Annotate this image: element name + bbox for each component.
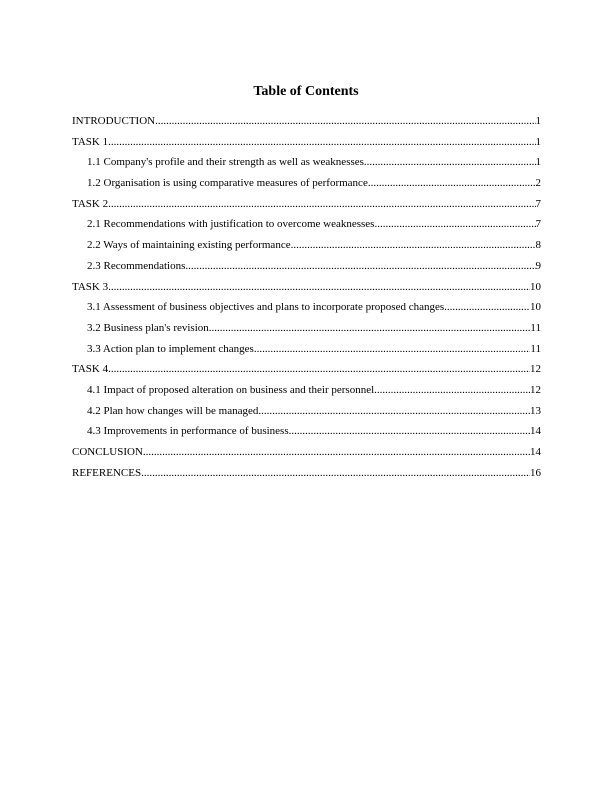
toc-entry-3-3[interactable] <box>72 339 541 360</box>
toc-entry-3-2[interactable] <box>72 318 541 339</box>
toc-entry-page-number: 9 <box>535 259 541 272</box>
toc-entry-4-2[interactable] <box>72 401 541 422</box>
toc-dot-leader <box>185 256 535 277</box>
toc-entry-label: 1.2 Organisation is using comparative measures of performance <box>87 177 368 190</box>
toc-entry-page-number: 8 <box>535 239 541 252</box>
toc-entry-page-number: 1 <box>535 156 541 169</box>
toc-entry-page-number: 2 <box>535 177 541 190</box>
toc-list <box>72 111 541 483</box>
toc-entry-task-2[interactable] <box>72 194 541 215</box>
toc-entry-label: INTRODUCTION <box>72 115 156 127</box>
toc-entry-label: 3.1 Assessment of business objectives and plans to incorporate proposed changes <box>87 301 445 314</box>
toc-entry-task-4[interactable] <box>72 359 541 380</box>
toc-entry-1-1[interactable] <box>72 152 541 173</box>
toc-entry-label: CONCLUSION <box>72 446 143 458</box>
toc-entry-label: 2.3 Recommendations <box>87 259 186 272</box>
toc-entry-label: 2.2 Ways of maintaining existing performance <box>87 239 291 252</box>
toc-entry-label: 4.1 Impact of proposed alteration on business and their personnel <box>87 383 375 396</box>
toc-dot-leader <box>368 173 536 194</box>
toc-entry-page-number: 10 <box>530 301 541 314</box>
toc-entry-page-number: 11 <box>530 342 541 355</box>
toc-dot-leader <box>108 132 535 153</box>
toc-entry-3-1[interactable] <box>72 297 541 318</box>
toc-entry-page-number: 1 <box>535 115 541 127</box>
toc-entry-introduction[interactable] <box>72 111 541 132</box>
toc-title: Table of Contents <box>253 84 359 99</box>
toc-entry-page-number: 10 <box>530 280 541 293</box>
toc-dot-leader <box>374 214 535 235</box>
toc-entry-references[interactable] <box>72 463 541 484</box>
toc-entry-page-number: 7 <box>535 197 541 210</box>
toc-dot-leader <box>209 318 531 339</box>
toc-entry-page-number: 1 <box>535 135 541 148</box>
toc-entry-2-1[interactable] <box>72 214 541 235</box>
toc-entry-4-3[interactable] <box>72 421 541 442</box>
toc-dot-leader <box>108 194 535 215</box>
toc-entry-label: TASK 3 <box>72 280 109 293</box>
toc-entry-page-number: 13 <box>530 404 541 417</box>
toc-entry-label: 4.3 Improvements in performance of business <box>87 425 289 438</box>
toc-dot-leader <box>291 235 536 256</box>
toc-dot-leader <box>254 339 531 360</box>
toc-dot-leader <box>108 359 530 380</box>
toc-entry-1-2[interactable] <box>72 173 541 194</box>
toc-entry-2-3[interactable] <box>72 256 541 277</box>
toc-dot-leader <box>444 297 530 318</box>
toc-dot-leader <box>374 380 530 401</box>
toc-entry-label: 1.1 Company's profile and their strength as well as weaknesses <box>87 156 364 169</box>
toc-dot-leader <box>289 421 530 442</box>
toc-entry-page-number: 7 <box>535 218 541 231</box>
toc-entry-page-number: 11 <box>530 321 541 334</box>
toc-entry-4-1[interactable] <box>72 380 541 401</box>
toc-entry-page-number: 14 <box>530 446 541 458</box>
toc-entry-label: 2.1 Recommendations with justification to overcome weaknesses <box>87 218 375 231</box>
toc-entry-label: TASK 1 <box>72 135 109 148</box>
toc-dot-leader <box>143 442 530 463</box>
toc-entry-task-1[interactable] <box>72 132 541 153</box>
toc-entry-page-number: 14 <box>530 425 541 438</box>
toc-entry-task-3[interactable] <box>72 277 541 298</box>
toc-entry-label: 4.2 Plan how changes will be managed <box>87 404 259 417</box>
toc-entry-conclusion[interactable] <box>72 442 541 463</box>
toc-entry-label: REFERENCES <box>72 466 142 479</box>
toc-entry-label: TASK 4 <box>72 363 109 376</box>
toc-dot-leader <box>141 463 530 484</box>
toc-entry-page-number: 12 <box>530 363 541 376</box>
toc-entry-2-2[interactable] <box>72 235 541 256</box>
toc-dot-leader <box>155 111 535 132</box>
toc-dot-leader <box>364 152 536 173</box>
toc-dot-leader <box>108 277 530 298</box>
toc-entry-label: TASK 2 <box>72 197 109 210</box>
toc-entry-page-number: 16 <box>530 466 541 479</box>
toc-entry-page-number: 12 <box>530 383 541 396</box>
toc-entry-label: 3.2 Business plan's revision <box>87 321 209 334</box>
toc-entry-label: 3.3 Action plan to implement changes <box>87 342 254 355</box>
toc-dot-leader <box>258 401 530 422</box>
